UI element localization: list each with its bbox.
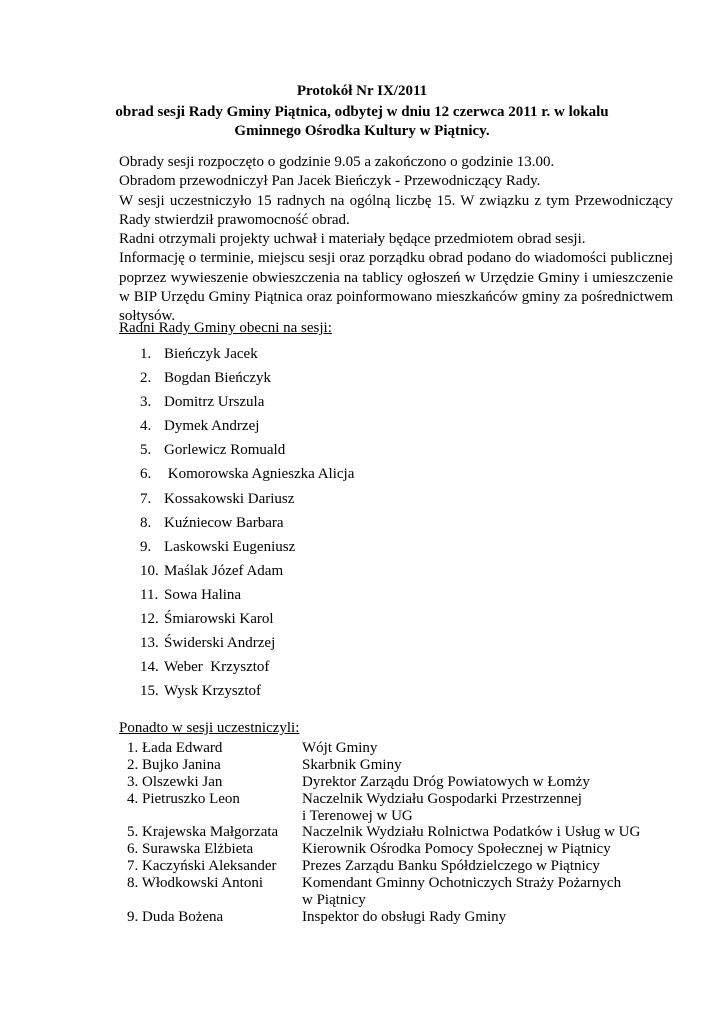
list-item-name: Kossakowski Dariusz xyxy=(164,490,295,507)
participant-name: 6. Surawska Elżbieta xyxy=(127,841,254,858)
list-item-number: 3. xyxy=(140,394,152,411)
participant-name: 3. Olszewki Jan xyxy=(127,773,223,790)
list-item-name: Komorowska Agnieszka Alicja xyxy=(164,466,355,483)
list-item-name: Gorlewicz Romuald xyxy=(164,442,286,459)
participant-name: 7. Kaczyński Aleksander xyxy=(127,858,277,875)
list-item xyxy=(140,463,354,487)
participant-role: Dyrektor Zarządu Dróg Powiatowych w Łomży xyxy=(302,773,590,790)
list-item-number: 6. xyxy=(140,466,152,483)
participants-heading: Ponadto w sesji uczestniczyli: xyxy=(119,720,300,736)
list-item-name: Śmiarowski Karol xyxy=(164,611,274,628)
list-item xyxy=(140,415,354,439)
list-item-number: 12. xyxy=(140,611,159,628)
list-item-number: 15. xyxy=(140,683,159,700)
participant-name: 9. Duda Bożena xyxy=(127,908,224,925)
list-item-number: 8. xyxy=(140,514,152,531)
intro-paragraph: W sesji uczestniczyło 15 radnych na ogólną liczbę 15. W związku z tym Przewodniczący Rady stwierdził prawomocność obrad. xyxy=(119,192,673,228)
participant-role: Prezes Zarządu Banku Spółdzielczego w Piątnicy xyxy=(302,858,600,875)
radni-list xyxy=(140,343,354,704)
intro-paragraph: Informację o terminie, miejscu sesji oraz porządku obrad podano do wiadomości publicznej poprzez wywieszenie obwieszczenia na tablicy ogłoszeń w Urzędzie Gminy i umieszczenie w BIP Urzędu Gminy Piątnica oraz poinformowano mieszkańców gminy za pośrednictwem sołtysów. xyxy=(119,250,673,325)
participant-name: 5. Krajewska Małgorzata xyxy=(127,824,279,841)
participant-name: 2. Bujko Janina xyxy=(127,756,221,773)
participant-role: Komendant Gminny Ochotniczych Straży Pożarnych xyxy=(302,875,622,892)
list-item xyxy=(140,584,354,608)
list-item xyxy=(140,632,354,656)
list-item xyxy=(140,391,354,415)
document-title: Protokół Nr IX/2011 xyxy=(296,83,428,99)
list-item xyxy=(140,560,354,584)
list-item-name: Domitrz Urszula xyxy=(164,394,265,411)
participant-name: 1. Łada Edward xyxy=(127,740,223,756)
list-item-name: Bieńczyk Jacek xyxy=(164,346,258,362)
list-item xyxy=(140,343,354,367)
list-item xyxy=(140,367,354,391)
radni-heading: Radni Rady Gminy obecni na sesji: xyxy=(119,320,332,336)
list-item-number: 11. xyxy=(140,586,159,603)
participant-name: 4. Pietruszko Leon xyxy=(127,790,240,807)
list-item-number: 2. xyxy=(140,370,152,387)
participant-role: i Terenowej w UG xyxy=(302,807,413,824)
list-item-name: Sowa Halina xyxy=(164,586,242,603)
list-item-name: Świderski Andrzej xyxy=(164,635,276,652)
list-item-number: 1. xyxy=(140,346,152,362)
list-item-name: Kuźniecow Barbara xyxy=(164,514,284,531)
participant-name: 8. Włodkowski Antoni xyxy=(127,875,263,892)
intro-paragraph: Radni otrzymali projekty uchwał i materiały będące przedmiotem obrad sesji. xyxy=(119,231,586,248)
list-item-name: Maślak Józef Adam xyxy=(164,562,284,579)
list-item-name: Weber Krzysztof xyxy=(164,659,270,676)
list-item-name: Bogdan Bieńczyk xyxy=(164,370,272,387)
list-item-number: 4. xyxy=(140,418,152,435)
intro-text xyxy=(119,153,673,327)
list-item xyxy=(140,536,354,560)
list-item xyxy=(140,439,354,463)
participant-role: Skarbnik Gminy xyxy=(302,756,402,773)
list-item xyxy=(140,680,354,704)
list-item-number: 14. xyxy=(140,659,159,676)
participant-role: Naczelnik Wydziału Rolnictwa Podatków i Usług w UG xyxy=(302,824,641,841)
list-item-name: Dymek Andrzej xyxy=(164,418,260,435)
list-item-number: 10. xyxy=(140,562,159,579)
participant-role: Kierownik Ośrodka Pomocy Społecznej w Piątnicy xyxy=(302,841,611,858)
participant-role: Wójt Gminy xyxy=(302,740,378,756)
participant-role: w Piątnicy xyxy=(302,892,366,909)
list-item-number: 5. xyxy=(140,442,152,459)
document-subtitle-location: Gminnego Ośrodka Kultury w Piątnicy. xyxy=(234,123,490,139)
list-item-name: Wysk Krzysztof xyxy=(164,683,261,700)
participant-role: Naczelnik Wydziału Gospodarki Przestrzennej xyxy=(302,790,582,807)
list-item xyxy=(140,656,354,680)
list-item-number: 7. xyxy=(140,490,152,507)
participant-role: Inspektor do obsługi Rady Gminy xyxy=(302,908,507,925)
list-item-name: Laskowski Eugeniusz xyxy=(164,538,296,555)
intro-paragraph: Obrady sesji rozpoczęto o godzinie 9.05 a zakończono o godzinie 13.00. xyxy=(119,154,555,170)
list-item-number: 9. xyxy=(140,538,152,555)
intro-paragraph: Obradom przewodniczył Pan Jacek Bieńczyk - Przewodniczący Rady. xyxy=(119,173,541,190)
list-item xyxy=(140,488,354,512)
document-subtitle: obrad sesji Rady Gminy Piątnica, odbytej w dniu 12 czerwca 2011 r. w lokalu xyxy=(115,104,609,120)
list-item-number: 13. xyxy=(140,635,159,652)
list-item xyxy=(140,512,354,536)
list-item xyxy=(140,608,354,632)
